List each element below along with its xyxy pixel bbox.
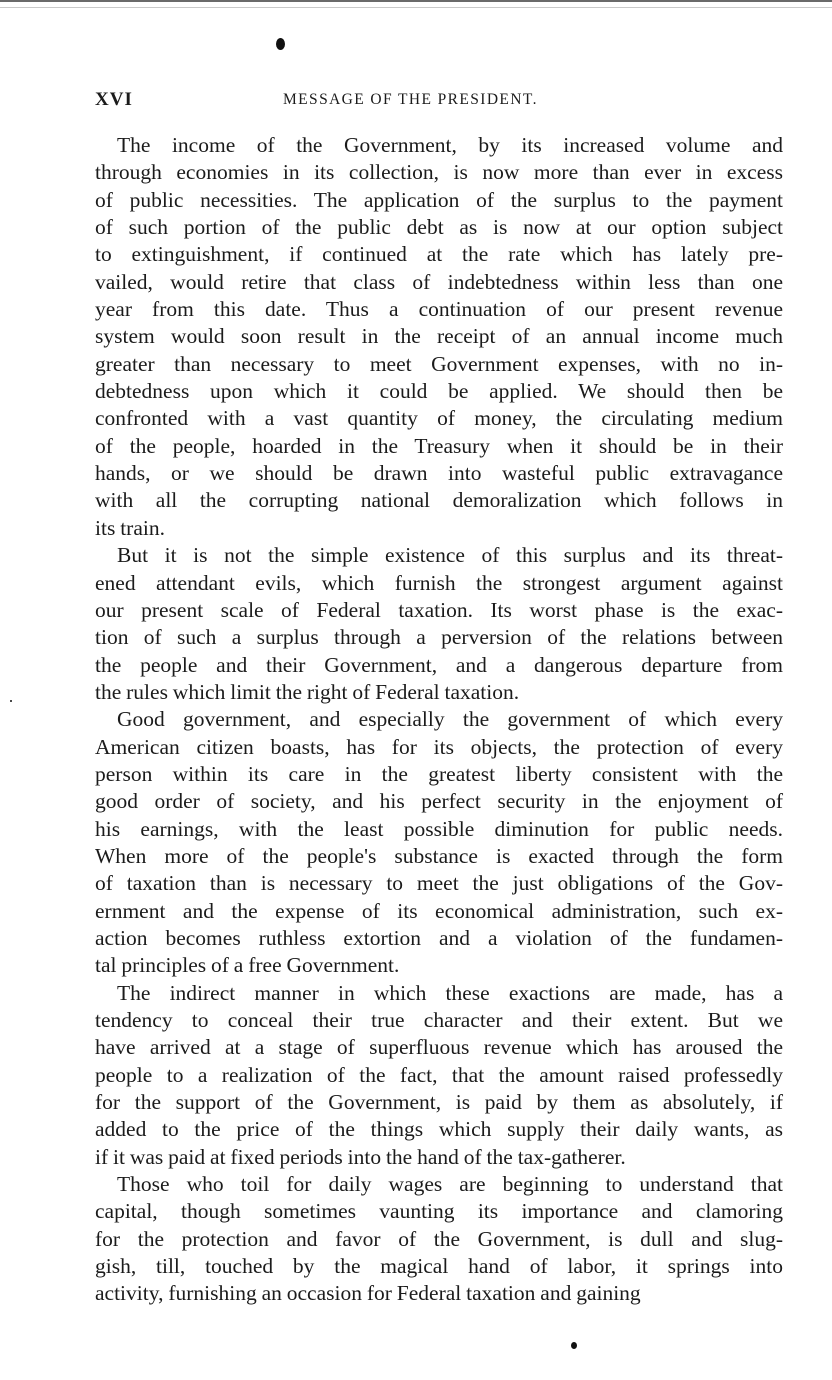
text-line: with all the corrupting national demoralization which follows in <box>95 488 783 513</box>
paragraph <box>95 1171 783 1308</box>
text-line: Good government, and especially the government of which every <box>117 707 783 732</box>
text-line: debtedness upon which it could be applied. We should then be <box>95 379 783 404</box>
text-line: activity, furnishing an occasion for Federal taxation and gaining <box>95 1281 641 1306</box>
text-line: ened attendant evils, which furnish the strongest argument against <box>95 570 783 595</box>
text-line: of the people, hoarded in the Treasury when it should be in their <box>95 433 783 458</box>
page-header <box>95 89 785 113</box>
text-line: the people and their Government, and a dangerous departure from <box>95 652 783 677</box>
text-line: tendency to conceal their true character and their extent. But we <box>95 1008 783 1032</box>
text-line: But it is not the simple existence of this surplus and its threat- <box>117 543 783 568</box>
text-line: of such portion of the public debt as is now at our option subject <box>95 215 783 240</box>
ink-speck-top <box>276 38 285 50</box>
top-border-line <box>0 0 832 2</box>
text-line: The indirect manner in which these exactions are made, has a <box>117 980 783 1005</box>
text-line: ernment and the expense of its economical administration, such ex- <box>95 898 783 923</box>
text-line: to extinguishment, if continued at the rate which has lately pre- <box>95 242 783 267</box>
text-line: for the support of the Government, is paid by them as absolutely, if <box>95 1090 783 1115</box>
text-line: gish, till, touched by the magical hand of labor, it springs into <box>95 1254 783 1279</box>
page-number: XVI <box>95 89 133 110</box>
text-line: of public necessities. The application of the surplus to the payment <box>95 187 783 212</box>
text-line: tal principles of a free Government. <box>95 953 400 978</box>
text-line: the rules which limit the right of Federal taxation. <box>95 679 520 704</box>
text-line: good order of society, and his perfect security in the enjoyment of <box>95 789 783 814</box>
text-line: our present scale of Federal taxation. Its worst phase is the exac- <box>95 597 783 622</box>
paragraph <box>95 980 783 1171</box>
text-line: of taxation than is necessary to meet the just obligations of the Gov- <box>95 871 783 896</box>
text-line: person within its care in the greatest liberty consistent with the <box>95 761 783 786</box>
text-line: vailed, would retire that class of indebtedness within less than one <box>95 269 783 294</box>
text-line: greater than necessary to meet Government expenses, with no in- <box>95 351 783 376</box>
text-line: added to the price of the things which supply their daily wants, as <box>95 1117 783 1142</box>
text-line: year from this date. Thus a continuation of our present revenue <box>95 297 783 322</box>
paragraph <box>95 706 783 979</box>
text-line: The income of the Government, by its increased volume and <box>117 133 783 157</box>
text-line: people to a realization of the fact, that the amount raised professedly <box>95 1062 783 1087</box>
text-line: his earnings, with the least possible diminution for public needs. <box>95 816 783 841</box>
text-line: confronted with a vast quantity of money, the circulating medium <box>95 406 783 431</box>
text-line: tion of such a surplus through a perversion of the relations between <box>95 625 783 650</box>
text-line: action becomes ruthless extortion and a violation of the fundamen- <box>95 925 783 950</box>
ink-speck-bottom <box>571 1342 577 1349</box>
text-line: system would soon result in the receipt of an annual income much <box>95 324 783 349</box>
paragraph <box>95 542 783 706</box>
running-title: MESSAGE OF THE PRESIDENT. <box>283 91 538 108</box>
text-line: hands, or we should be drawn into wasteful public extravagance <box>95 461 783 486</box>
text-line: through economies in its collection, is now more than ever in excess <box>95 160 783 185</box>
text-line: When more of the people's substance is exacted through the form <box>95 843 783 868</box>
text-line: American citizen boasts, has for its objects, the protection of every <box>95 734 783 759</box>
text-line: for the protection and favor of the Government, is dull and slug- <box>95 1226 783 1251</box>
paragraph <box>95 132 783 542</box>
text-line: capital, though sometimes vaunting its importance and clamoring <box>95 1199 783 1224</box>
body-text <box>95 132 783 1308</box>
top-border-shadow <box>0 7 832 8</box>
text-line: have arrived at a stage of superfluous revenue which has aroused the <box>95 1035 783 1060</box>
text-line: Those who toil for daily wages are beginning to understand that <box>117 1172 783 1197</box>
text-line: its train. <box>95 515 165 540</box>
ink-speck-margin <box>10 700 12 702</box>
text-line: if it was paid at fixed periods into the hand of the tax-gatherer. <box>95 1144 626 1169</box>
